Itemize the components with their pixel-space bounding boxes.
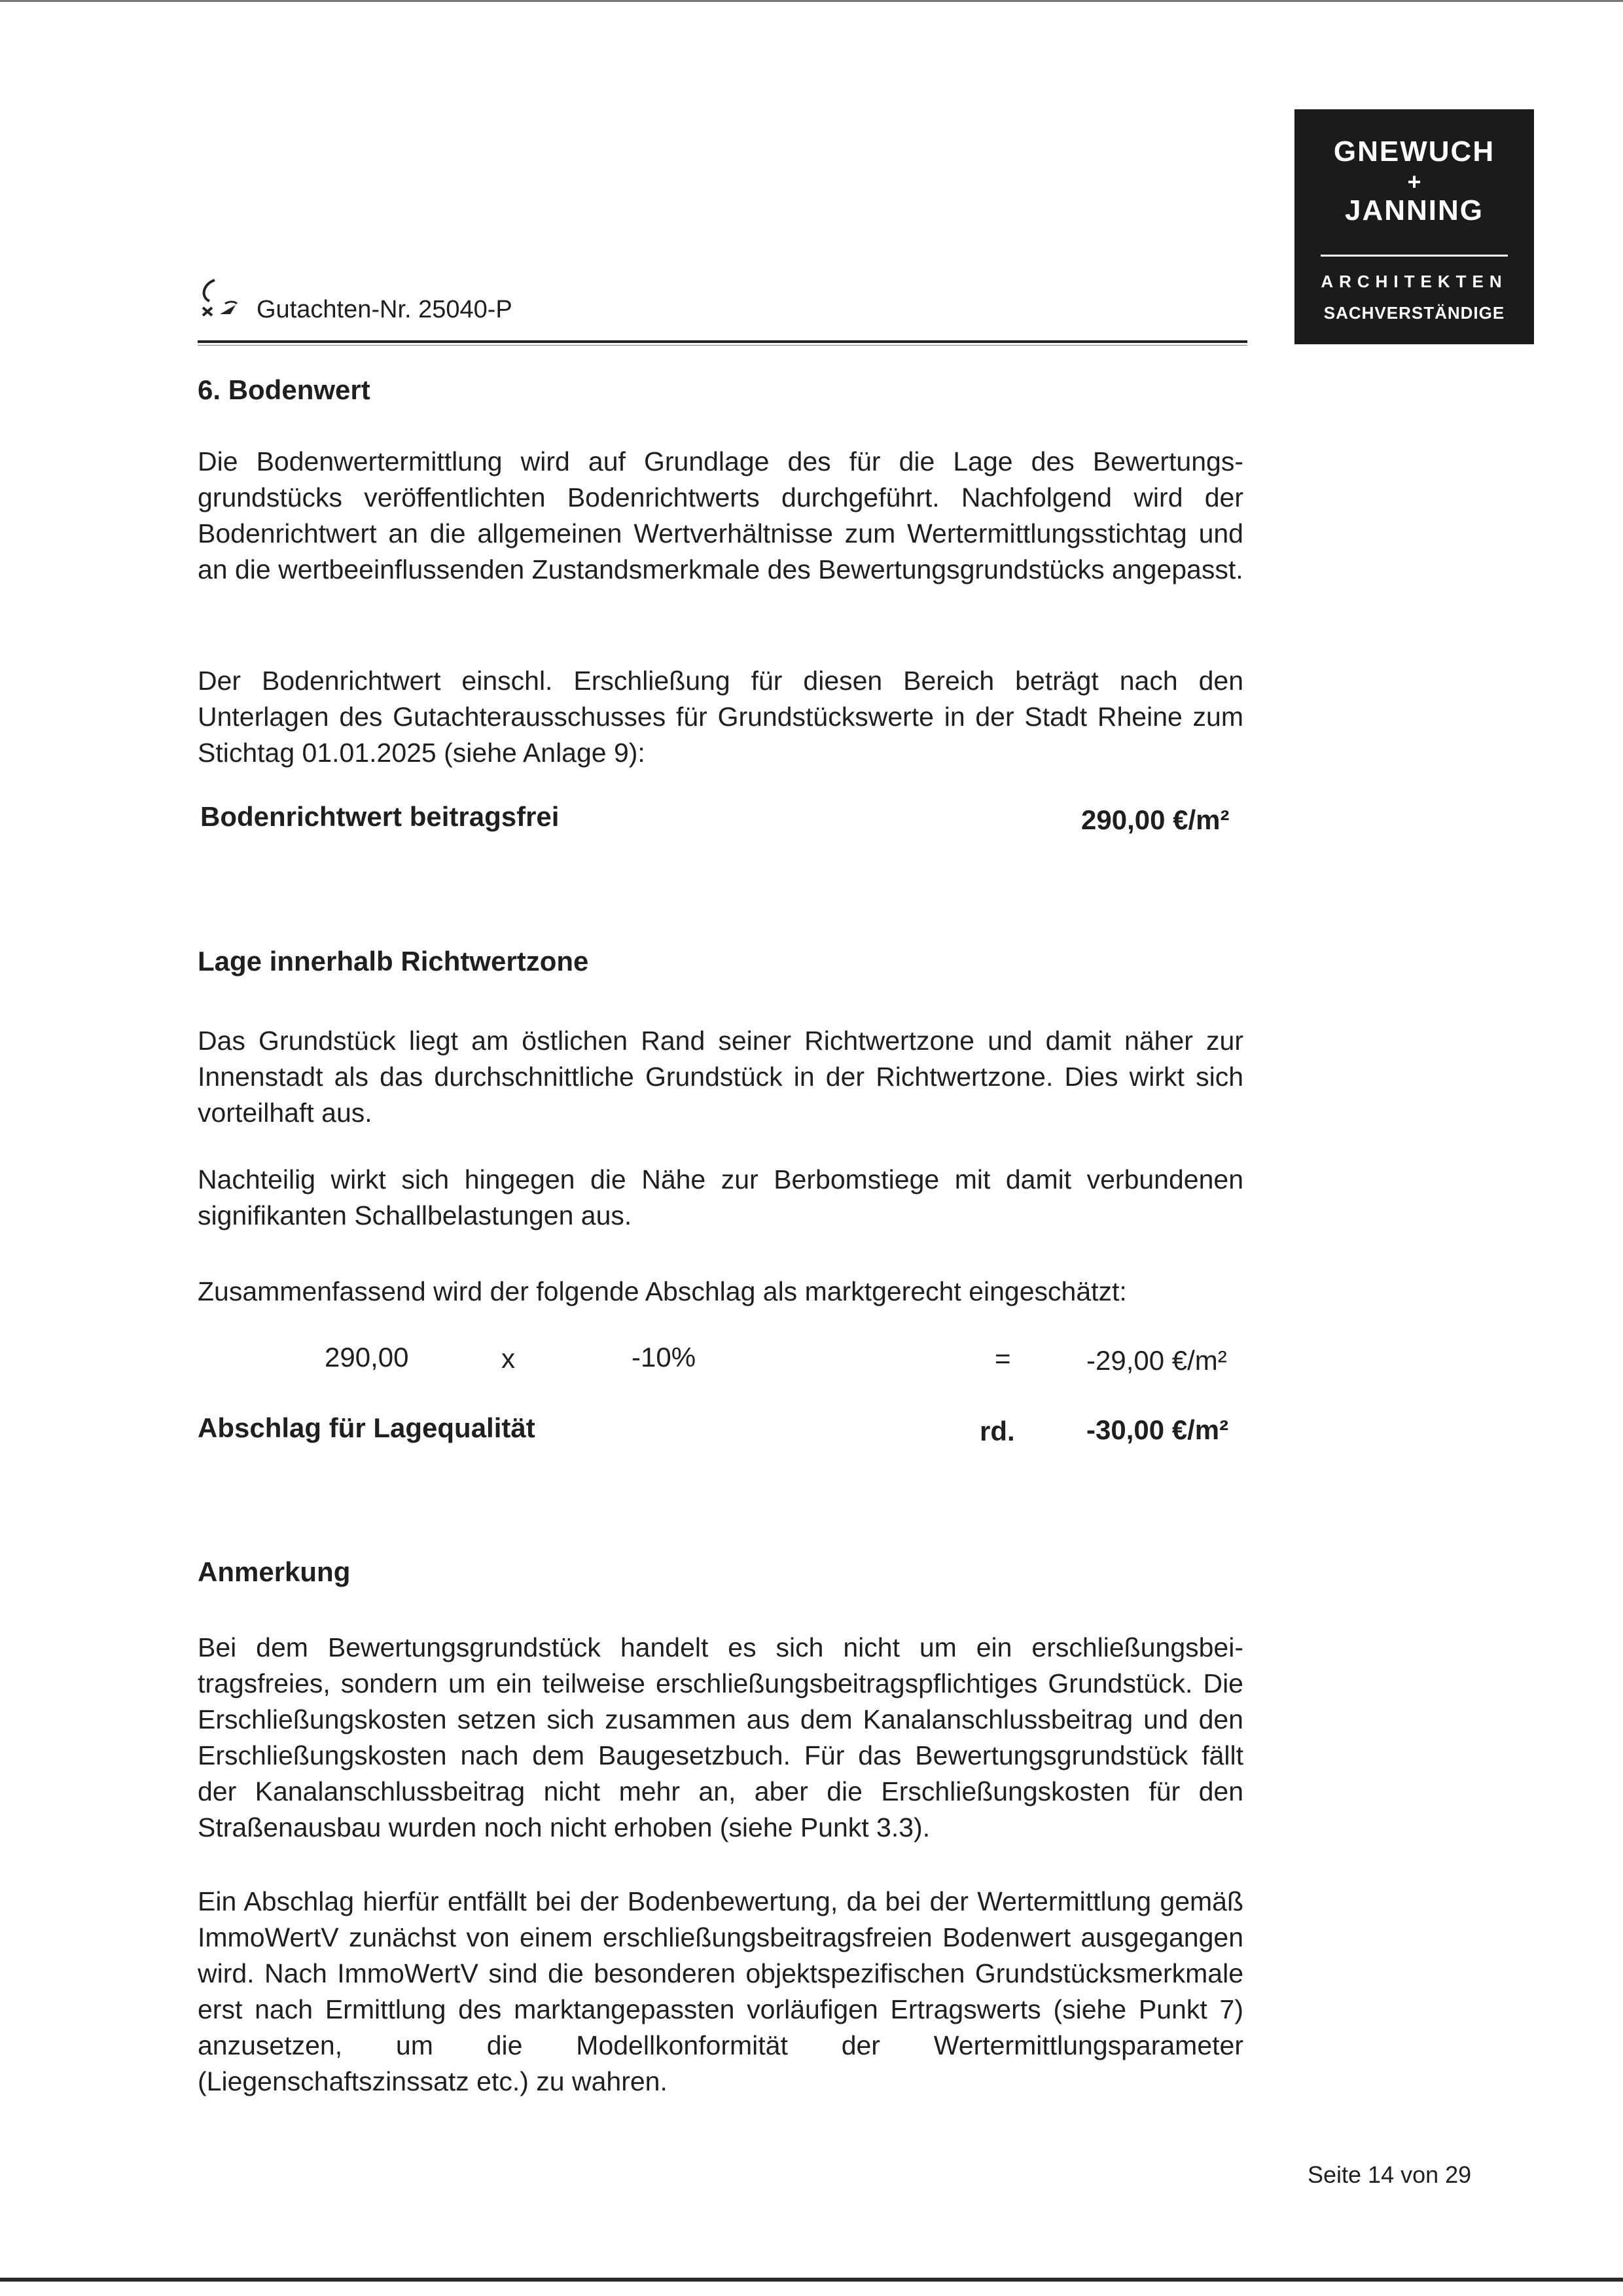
logo-line-gnewuch: GNEWUCH: [1333, 135, 1495, 168]
company-logo: [1294, 109, 1534, 344]
page-number: Seite 14 von 29: [1308, 2161, 1472, 2188]
report-number: Gutachten-Nr. 25040-P: [257, 296, 512, 323]
logo-line-plus: +: [1407, 168, 1421, 195]
abschlag-label: Abschlag für Lagequalität: [198, 1412, 535, 1443]
calc-base: 290,00: [325, 1342, 409, 1372]
logo-line-architekten: ARCHITEKTEN: [1321, 272, 1508, 291]
anmerkung-title: Anmerkung: [198, 1556, 351, 1587]
header-divider-thin: [198, 345, 1247, 346]
calc-result: -29,00 €/m²: [1086, 1345, 1227, 1376]
logo-divider: [1321, 255, 1508, 257]
lage-paragraph-1: Das Grundstück liegt am östlichen Rand seiner Richtwertzone und damit näher zur Innenstadt als das durchschnittliche Grundstück in der Richtwertzone. Dies wirkt sich vorteilhaft aus.: [198, 1026, 1243, 1128]
header-divider: [198, 340, 1247, 343]
logo-line-janning: JANNING: [1344, 194, 1484, 226]
lage-title: Lage innerhalb Richtwertzone: [198, 946, 589, 977]
anmerkung-paragraph-2: Ein Abschlag hierfür entfällt bei der Bodenbewertung, da bei der Wertermittlung gemäß ImmoWertV zunächst von einem erschließungsbeitragsfreien Bodenwert ausgegangen wird. Nach ImmoWertV sind die besonderen objektspezifischen Grundstücksmerkmale erst nach Ermittlung des marktangepassten vorläufigen Ertragswerts (siehe Punkt 7) anzusetzen, um die Modellkonformität der Wertermittlungsparameter (Liegenschaftszinssatz etc.) zu wahren.: [198, 1886, 1243, 2096]
signature-icon: [196, 275, 249, 321]
abschlag-prefix: rd.: [980, 1416, 1015, 1446]
richtwert-paragraph: Der Bodenrichtwert einschl. Erschließung für diesen Bereich beträgt nach den Unterlagen des Gutachterausschusses für Grundstückswerte in der Stadt Rheine zum Stichtag 01.01.2025 (siehe Anlage 9):: [198, 666, 1243, 768]
scan-edge-bottom: [0, 2278, 1623, 2282]
abschlag-value: -30,00 €/m²: [1086, 1414, 1229, 1445]
calc-equals: =: [995, 1343, 1011, 1374]
section-title: 6. Bodenwert: [198, 374, 370, 405]
logo-line-sachverstaendige: SACHVERSTÄNDIGE: [1323, 303, 1505, 323]
lage-paragraph-2: Nachteilig wirkt sich hingegen die Nähe zur Berbomstiege mit damit verbundenen signifikanten Schallbelastungen aus.: [198, 1164, 1243, 1230]
calc-operator: x: [501, 1343, 515, 1374]
richtwert-value: 290,00 €/m²: [1081, 804, 1230, 835]
anmerkung-paragraph-1: Bei dem Bewertungsgrundstück handelt es sich nicht um ein erschließungsbeitragsfreies, sondern um ein teilweise erschließungsbeitragspflichtiges Grundstück. Die Erschließungskosten setzen sich zusammen aus dem Kanalanschlussbeitrag und den Erschließungskosten nach dem Baugesetzbuch. Für das Bewertungsgrundstück fällt der Kanalanschlussbeitrag nicht mehr an, aber die Erschließungskosten für den Straßenausbau wurden noch nicht erhoben (siehe Punkt 3.3).: [198, 1632, 1243, 1842]
calc-percent: -10%: [632, 1342, 696, 1372]
scan-edge-top: [0, 0, 1623, 2]
richtwert-label: Bodenrichtwert beitragsfrei: [200, 801, 560, 832]
lage-paragraph-3: Zusammenfassend wird der folgende Abschlag als marktgerecht eingeschätzt:: [198, 1276, 1127, 1306]
intro-paragraph: Die Bodenwertermittlung wird auf Grundlage des für die Lage des Bewertungsgrundstücks veröffentlichten Bodenrichtwerts durchgeführt. Nachfolgend wird der Bodenrichtwert an die allgemeinen Wertverhältnisse zum Wertermittlungsstichtag und an die wertbeeinflussenden Zustandsmerkmale des Bewertungsgrundstücks angepasst.: [198, 446, 1243, 584]
